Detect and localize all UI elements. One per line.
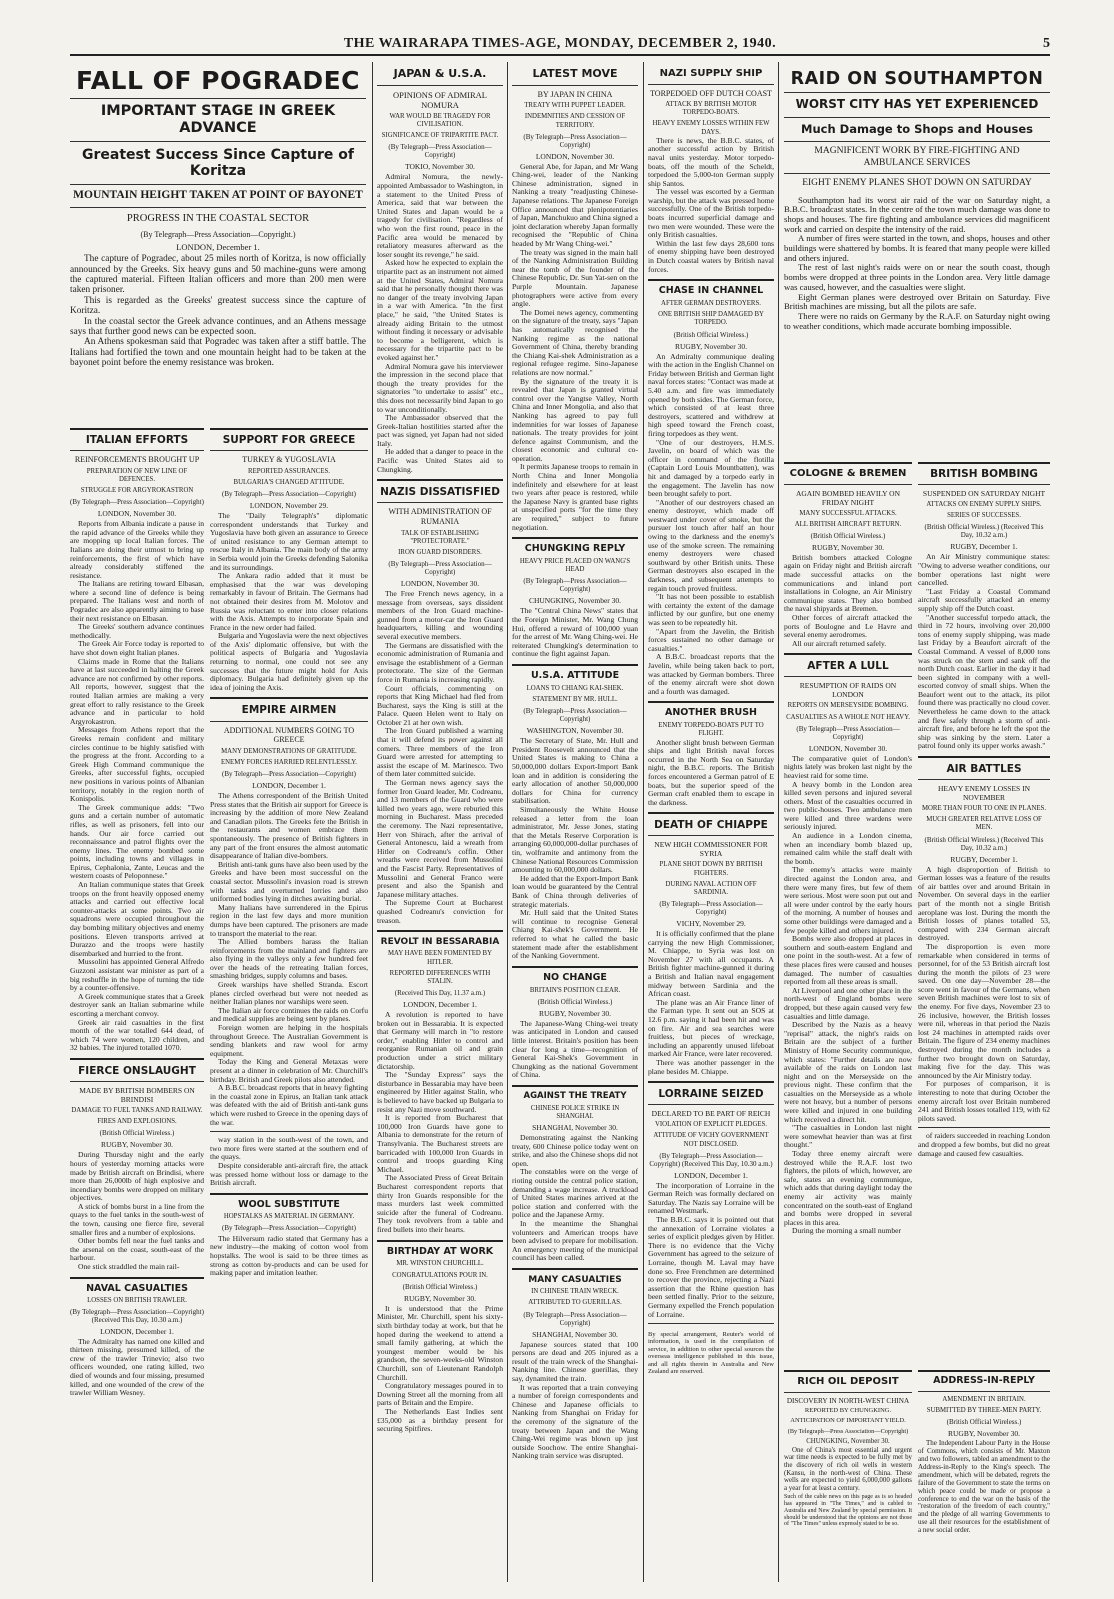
subheadline: WORST CITY HAS YET EXPERIENCED [795, 97, 1039, 112]
subheadline: SIGNIFICANCE OF TRIPARTITE PACT. [381, 132, 499, 140]
subheadline: HEAVY ENEMY LOSSES IN NOVEMBER [937, 784, 1031, 803]
paragraph: Asked how he expected to explain the tripartite pact as an instrument not aimed at the United States, Admiral Nomura said that he personally thought there was no danger of the treaty involving Japan in a war with America. "In the first place," he said, "the United States is already aiding Britain to the utmost without finding it necessary or advisable to become a belligerent, which is necessary for the tripartite pact to be evoked against her." [377, 258, 503, 362]
paragraph: An Italian communique states that Greek troops on the front heavily opposed enemy attacks and carried out effective local counter-attacks at some points. Two air squadrons were occupied throughout the day bombing military objectives and enemy positions. Eleven transports arrived at Durazzo and the troops were hastily disembarked and hurried to the front. [70, 880, 204, 958]
subheadline: HOPSTALKS AS MATERIAL IN GERMANY. [223, 1212, 355, 1220]
paragraph: A B.B.C. broadcast reports that the Javelin, while being taken back to port, was attacked by German bombers. Three of the enemy aircraft were shot down and a fourth was damaged. [648, 652, 774, 696]
subheadline: DECLARED TO BE PART OF REICH [651, 1109, 771, 1119]
subheadline: RESUMPTION OF RAIDS ON LONDON [799, 681, 897, 700]
paragraph: Described by the Nazis as a heavy "reprisal" attack, the night's raids on Britain are the subject of a further Ministry of Home Security communique, which states: "Further details are now available of the raids on London last night and on the Merseyside on the previous night. These confirm that the casualties on the Merseyside as a whole were not heavy, but a number of persons were killed and injured in one building which received a direct hit. [784, 1020, 912, 1124]
subheadline: DAMAGE TO FUEL TANKS AND RAILWAY. [71, 1107, 203, 1114]
paragraph: British anti-tank guns have also been used by the Greeks and have been most successful on the coastal sector. Mussolini's invasion road is strewn with tanks and overturned lorries and also uniformed bodies lying in ditches awaiting burial. [210, 859, 368, 904]
paragraph: There is news, the B.B.C. states, of another successful action by British naval units yesterday. Motor torpedo-boats, off the mouth of the Scheldt, torpedoed the 5,000-ton German supply ship Santos. [648, 135, 774, 188]
paragraph: The "Daily Telegraph's" diplomatic correspondent understands that Turkey and Yugoslavia have both given an assurance to Greece of united resistance to any German attempt to rescue Italy in Albania. The main body of the army in Serbia would join the Greeks defending Salonika and its surroundings. [210, 510, 368, 572]
paragraph: The rest of last night's raids were on or near the south coast, though bombs were dropped at three points in the London area. Very little damage was caused, however, and the casualties were slight. [784, 262, 1050, 292]
subheadline: MAY HAVE BEEN FOMENTED BY HITLER. [388, 950, 492, 966]
dateline: LONDON, December 1. [252, 781, 326, 790]
credit-line: (British Official Wireless.) (Received This Day, 10.32 a.m.) [924, 523, 1044, 540]
subheadline: VIOLATION OF EXPLICIT PLEDGES. [654, 1121, 768, 1129]
paragraph: The enemy's attacks were mainly directed against the London area, and there were many fires, but few of them were serious. Most were soon put out and all were under control by the early hours of the morning. A number of houses and some other buildings were damaged and a few people killed and others injured. [784, 865, 912, 935]
masthead [70, 36, 1050, 56]
dateline: RUGBY, November 30. [101, 1140, 173, 1150]
article-pogradec [70, 62, 366, 422]
credit-line: (By Telegraph—Press Association—Copyright) [388, 559, 492, 576]
dateline: CHUNGKING, November 30. [528, 596, 622, 606]
subheadline: HEAVY ENEMY LOSSES WITHIN FEW DAYS. [652, 120, 770, 136]
headline: U.S.A. ATTITUDE [530, 670, 620, 682]
subheadline: PLANE SHOT DOWN BY BRITISH FIGHTERS. [659, 861, 763, 877]
paragraph: The vessel was escorted by a German warship, but the attack was pressed home successfully. One of the British torpedo-boats incurred superficial damage and two men were wounded. These were the only British casualties. [648, 187, 774, 240]
subheadline: MOUNTAIN HEIGHT TAKEN AT POINT OF BAYONET [73, 188, 363, 201]
paragraph: The Italians are retiring toward Elbasan, where a second line of defence is being prepared. The Italians west and north of Pogradec are also apparently aiming to base their next resistance on Elbasan. [70, 579, 204, 623]
subheadline: BULGARIA'S CHANGED ATTITUDE. [233, 478, 345, 486]
paragraph: The Greek Air Force today is reported to have shot down eight Italian planes. [70, 639, 204, 658]
column-3 [377, 62, 503, 1582]
dateline: LONDON, November 30. [808, 743, 888, 753]
paragraph: A high disproportion of British to German losses was a feature of the results of air battles over and around Britain in November. On several days in the earlier part of the month not a single British aeroplane was lost. During the month the British losses of planes totalled 53, compared with 234 German aircraft destroyed. [918, 864, 1050, 943]
paragraph: "Another of our destroyers chased an enemy destroyer, which made off westward under cover of smoke, but the pursuer lost touch after half an hour owing to the darkness and the enemy's use of the smoke screen. The remaining enemy destroyers were chased southward by other British units. These German destroyers also escaped in the darkness, and subsequent attempts to regain touch proved fruitless. [648, 497, 774, 593]
paragraph: "Another successful torpedo attack, the third in 72 hours, involving over 20,000 tons of enemy supply shipping, was made last Friday by a Beaufort aircraft of the Coastal Command. A vessel of 8,000 tons was struck on the stern and sank off the north Dutch coast. Earlier in the day it had been sighted in company with a well-escorted convoy of small ships. When the Beaufort went out to the attack, its pilot found there was practically no cloud cover. Nevertheless he came down to the attack and flew safely through a storm of anti-aircraft fire, and before he left the spot the ship was sinking by the stern. Later a patrol found only its upper works awash." [918, 612, 1050, 751]
paragraph: He added that a danger to peace in the Pacific was United States aid to Chungking. [377, 447, 503, 474]
paragraph: The constables were on the verge of rioting outside the central police station, demanding a wage increase. A truckload of United States marines arrived at the police station and conferred with the police and the Japanese Army. [512, 1167, 638, 1220]
subheadline: TURKEY & YUGOSLAVIA [242, 455, 336, 465]
subheadline: TALK OF ESTABLISHING "PROTECTORATE." [401, 529, 479, 545]
paragraph: It is officially confirmed that the plane carrying the new High Commissioner, M. Chiappe, to Syria was lost on November 27 with all occupants. A British fighter machine-gunned it during a British and Italian naval engagement midway between Sardinia and the African coast. [648, 929, 774, 999]
paragraph: A stick of bombs burst in a line from the quays to the fuel tanks in the south-west of the town, causing one fierce fire, several smaller fires and a number of explosions. [70, 1201, 204, 1237]
subheadline: EIGHT ENEMY PLANES SHOT DOWN ON SATURDAY [802, 178, 1032, 189]
subheadline: IMPORTANT STAGE IN GREEK ADVANCE [100, 103, 336, 136]
paragraph: Court officials, commenting on reports that King Michael had fled from Bucharest, says the King is still at the Palace. Queen Helen went to Italy on October 21 at her own wish. [377, 683, 503, 727]
paragraph: The "Central China News" states that the Foreign Minister, Mr. Wang Chung Hui, offered a reward of 100,000 yuan for the arrest of Mr. Wang Ching-wei. He reiterated Chungking's determination to continue the fight against Japan. [512, 606, 638, 659]
paragraph: Greek air raid casualties in the first month of the war totalled 644 dead, of which 74 were women, 120 children, and 32 babies. The injured totalled 1070. [70, 1017, 204, 1053]
headline: FIERCE ONSLAUGHT [78, 1064, 196, 1077]
paragraph: The Ambassador observed that the Greek-Italian hostilities started after the pact was signed, yet Japan had not sided Italy. [377, 413, 503, 448]
paragraph: Mr. Hull said that the United States will continue to recognise General Chiang Kai-shek's Government. He referred to what he called the basic statement made after the establishment of the Nanking Government. [512, 908, 638, 961]
subheadline: AFTER GERMAN DESTROYERS. [661, 300, 761, 308]
subheadline: WAR WOULD BE TRAGEDY FOR CIVILISATION. [389, 113, 491, 129]
paragraph: One of China's most essential and urgent war time needs is expected to be fully met by the discovery of rich oil wells in western (Kansu, in the north-west of China. These wells are expected to yield 6,000,000 gallons a year for at least a century. [784, 1446, 912, 1492]
paragraph: Messages from Athens report that the Greeks remain confident and military circles continue to be highly satisfied with the progress at the front. According to a Greek High Command communique the Greeks, after successful fights, occupied new positions in various points of Albanian territory, notably in the region north of Konispolis. [70, 725, 204, 804]
headline: BRITISH BOMBING [930, 468, 1038, 480]
paragraph: There were no raids on Germany by the R.A.F. on Saturday night owing to weather conditions, which made accurate bombing impossible. [784, 311, 1050, 331]
paragraph: "Apart from the Javelin, the British forces sustained no other damage or casualties." [648, 626, 774, 653]
headline: AIR BATTLES [946, 763, 1022, 776]
paragraph: By the signature of the treaty it is revealed that Japan is granted virtual control over the Yangtse Valley, North China and Inner Mongolia, and also that Nanking has agreed to pay full indemnities for war losses of Japanese nationals. The treaty provides for joint defence against Communism, and the closest economic and cultural co-operation. [512, 376, 638, 463]
paragraph: The B.B.C. says it is pointed out that the annexation of Lorraine violates a series of explicit pledges given by Hitler. There is no evidence that the Vichy Government has agreed to the seizure of Lorraine, though M. Laval may have done so. Free Frenchmen are determined to recover the province, rejecting a Nazi assertion that the Rhine question has been settled finally. Prior to the seizure, Germany expelled the French population of Lorraine. [648, 1215, 774, 1319]
headline: ADDRESS-IN-REPLY [933, 1375, 1035, 1386]
subheadline: WITH ADMINISTRATION OF RUMANIA [388, 507, 492, 526]
subheadline: CHINESE POLICE STRIKE IN SHANGHAI. [530, 1104, 620, 1120]
paragraph: The Japanese-Wang Ching-wei treaty was anticipated in London and caused little interest. Britain's position has been clear for long a time—recognition of General Kai-Shek's Government in Chungking as the national Government of China. [512, 1018, 638, 1080]
subheadline: CASUALTIES AS A WHOLE NOT HEAVY. [786, 713, 910, 721]
headline: NAVAL CASUALTIES [86, 1282, 188, 1294]
subheadline: TORPEDOED OFF DUTCH COAST [650, 88, 772, 98]
headline: CHUNGKING REPLY [524, 543, 626, 555]
column-4 [512, 62, 638, 1582]
credit-line: (By Telegraph—Press Association—Copyright) [222, 489, 356, 498]
column-rule [372, 62, 373, 1582]
paragraph: The Associated Press of Great Britain Bucharest correspondent reports that thirty Iron Guards responsible for the mass murders last week committed suicide after the funeral of Codreanu. They took revolvers from a table and fired bullets into their hearts. [377, 1173, 503, 1234]
footnote: Such of the cable news on this page as is so headed has appeared in "The Times," and is cabled to Australia and New Zealand by special permission. It should be understood that the opinions are not those of "The Times" unless expressly stated to be so. [784, 1494, 912, 1528]
subheadline: BY JAPAN IN CHINA [537, 89, 613, 99]
paragraph: Today the King and General Metaxas were present at a dinner in celebration of Mr. Churchill's birthday. British and Greek pilots also attended. [210, 1057, 368, 1084]
subheadline: MANY DEMONSTRATIONS OF GRATITUDE. [221, 747, 357, 755]
subheadline: LOANS TO CHIANG KAI-SHEK. [526, 684, 624, 692]
paragraph: Bulgaria and Yugoslavia were the next objectives of the Axis' diplomatic offensive, but with the political aspects of Bulgaria and Yugoslavia returning to normal, one could not see any successes that the future might hold for Axis diplomacy. Bulgaria had definitely given up the idea of joining the Axis. [210, 631, 368, 692]
dateline: RUGBY, November 30. [675, 341, 747, 351]
credit-line: (By Telegraph—Press Association—Copyright) [659, 900, 763, 917]
paragraph: British bombers attacked Cologne again on Friday night and British aircraft made successful attacks on the communications and inland port installations in Cologne, an Air Ministry communique states. They also bombed the naval shipyards at Bremen. [784, 552, 912, 614]
column-right-b [918, 462, 1050, 1364]
headline: RICH OIL DEPOSIT [797, 1376, 899, 1387]
column-rule [778, 62, 779, 1582]
subheadline: OPINIONS OF ADMIRAL NOMURA [393, 89, 487, 110]
headline: AGAINST THE TREATY [523, 1090, 627, 1101]
headline: RAID ON SOUTHAMPTON [790, 69, 1044, 89]
paragraph: The capture of Pogradec, about 25 miles north of Koritza, is now officially announced by the Greeks. Six heavy guns and 50 machine-guns were among the captured material. Fifteen Italian officers and more than 200 men were taken prisoner. [70, 254, 366, 296]
paragraph: Within the last few days 28,600 tons of enemy shipping have been destroyed in Dutch coastal waters by British naval forces. [648, 238, 774, 274]
subheadline: ENEMY TORPEDO-BOATS PUT TO FLIGHT. [658, 722, 764, 738]
subheadline: DISCOVERY IN NORTH-WEST CHINA [786, 1396, 910, 1405]
credit-line: (British Official Wireless.) [810, 531, 886, 540]
column-left-b [210, 428, 368, 1585]
paragraph: Mussolini has appointed General Alfredo Guzzoni assistant war minister as part of a big reshuffle in the hope of turning the tide by a counter-offensive. [70, 957, 204, 993]
subheadline: REPORTED ASSURANCES. [248, 467, 330, 475]
dateline: LONDON, November 29. [249, 500, 329, 510]
credit-line: (By Telegraph—Press Association—Copyright) [70, 498, 204, 507]
credit-line: (By Telegraph—Press Association—Copyright) (Received This Day, 10.30 a.m.) [649, 1151, 773, 1168]
paragraph: Demonstrating against the Nanking treaty, 600 Chinese police today went on strike, and also the Chinese shops did not open. [512, 1133, 638, 1168]
paragraph: The Secretary of State, Mr. Hull and President Roosevelt announced that the United States is making to China a 50,000,000 dollars Export-Import Bank loan and in addition is considering the early allocation of another 50,000,000 dollars for China for currency stabilisation. [512, 736, 638, 806]
paragraph: The disproportion is even more remarkable when considered in terms of personnel, for of the 53 British aircraft lost during the month the pilots of 23 were saved. On one day—November 28—the score went in favour of the Germans, when seven British machines were lost to six of the enemy. For five days, November 23 to 26 inclusive, however, the British losses were nil, whereas in that period the Nazis lost 24 machines in attempted raids over Britain. The figure of 234 enemy machines destroyed during the month includes a further two brought down on Saturday, making five for the day. This was announced by the Air Ministry today. [918, 941, 1050, 1080]
paragraph: The Athens correspondent of the British United Press states that the British air support for Greece is increasing by the addition of more New Zealand and Canadian pilots. The Greeks fete the British in the restaurants and women embrace them spontaneously. The presence of British fighters in any part of the front ensures the almost automatic disappearance of Italian dive-bombers. [210, 791, 368, 861]
subheadline: MADE BY BRITISH BOMBERS ON BRINDISI [79, 1086, 195, 1104]
paragraph: Other bombs fell near the fuel tanks and the arsenal on the coast, south-east of the harbour. [70, 1236, 204, 1263]
headline: DEATH OF CHIAPPE [654, 819, 768, 832]
subheadline: AGAIN BOMBED HEAVILY ON FRIDAY NIGHT [795, 488, 901, 507]
dateline: LONDON, December 1. [100, 1326, 174, 1336]
dateline: RUGBY, November 30. [948, 1429, 1020, 1439]
article-address [918, 1370, 1050, 1584]
paragraph: "Last Friday a Coastal Command aircraft successfully attacked an enemy supply ship off the Dutch coast. [918, 586, 1050, 613]
paragraph: Reports from Albania indicate a pause in the rapid advance of the Greeks while they are mopping up local Italian forces. The Italians are doing their utmost to bring up reinforcements, the first of which have already considerably stiffened the resistance. [70, 519, 204, 580]
paragraph: A number of fires were started in the town, and shops, houses and other buildings were shattered by bombs. It is feared that many people were killed and others injured. [784, 233, 1050, 263]
dateline: SHANGHAI, November 30. [532, 1329, 618, 1339]
paragraph: The treaty was signed in the main hall of the Nanking Administration Building near the tomb of the founder of the Chinese Republic, Dr. Sun Yat-sen on the Purple Mountain. Japanese photographers were active from every angle. [512, 247, 638, 309]
subheadline: INDEMNITIES AND CESSION OF TERRITORY. [524, 113, 626, 129]
paragraph: He added that the Export-Import Bank loan would be guaranteed by the Central Bank of China through deliveries of strategic materials. [512, 873, 638, 909]
subheadline: Greatest Success Since Capture of Koritza [81, 146, 354, 179]
paragraph: A heavy bomb in the London area killed seven persons and injured several others. Most of the casualties occurred in two public-houses. Two ambulance men were killed and three wardens were seriously injured. [784, 779, 912, 832]
column-rule [643, 62, 644, 1582]
headline: EMPIRE AIRMEN [241, 704, 337, 717]
paragraph: The Netherlands East Indies sent £35,000 as a birthday present for securing Spitfires. [377, 1406, 503, 1434]
credit-line: (British Official Wireless.) [673, 330, 749, 339]
column-5 [648, 62, 774, 1582]
paragraph: Southampton had its worst air raid of the war on Saturday night, a B.B.C. broadcast states. In the centre of the town much damage was done to shops and houses. The fire fighting and ambulance services did magnificent work and carried on despite the intensity of the raid. [784, 194, 1050, 234]
paragraph: At Liverpool and one other place in the north-west of England bombs were dropped, but these again caused very few casualties and little damage. [784, 985, 912, 1021]
paragraph: An Admiralty communique dealing with the action in the English Channel on Friday between British and German light naval forces states: "Contact was made at 5.40 a.m. and fire was immediately opened by both sides. The German force, which consisted of at least three destroyers, scattered and withdrew at high speed toward the French coast, firing torpedoes as they went. [648, 351, 774, 438]
dateline: VICHY, November 29. [676, 919, 746, 929]
paragraph: The Independent Labour Party in the House of Commons, which consists of Mr. Maxton and two followers, tabled an amendment to the Address-in-Reply to the King's speech. The amendment, which will be debated, regrets the failure of the Government to state the terms on which peace could be made or propose a conference to end the war on the basis of the "restoration of the freedom of each country," and the pledge of all warring Governments to use all their resources for the establishment of a new social order. [918, 1439, 1050, 1535]
credit-line: (Received This Day, 11.37 a.m.) [394, 989, 486, 998]
subheadline: AMENDMENT IN BRITAIN. [942, 1395, 1026, 1403]
paragraph: Bombs were also dropped at places in southern and south-eastern England and one point in the south-west. At a few of these places fires were caused and houses damaged. The number of casualties reported from all these areas is small. [784, 934, 912, 987]
credit-line: (By Telegraph—Press Association—Copyright) [523, 132, 627, 149]
paragraph: An Air Ministry communique states: "Owing to adverse weather conditions, our bomber operations last night were cancelled. [918, 552, 1050, 588]
headline: NO CHANGE [543, 971, 607, 983]
subheadline: REPORTED BY CHUNGKING. [804, 1407, 892, 1415]
subheadline: SUSPENDED ON SATURDAY NIGHT [922, 489, 1046, 499]
paragraph: Admiral Nomura, the newly-appointed Ambassador to Washington, in a statement to the United Press of America, said that war between the United States and Japan would be a tragedy for civilisation. "Regardless of who won the first round, peace in the Pacific area would be menaced by retaliatory measures afterward as the loser sought its revenge," he said. [377, 172, 503, 259]
dateline: LONDON, November 30. [400, 578, 480, 588]
headline: FALL OF POGRADEC [75, 66, 361, 95]
paragraph: General Abe, for Japan, and Mr Wang Ching-wei, leader of the Nanking Chinese administration, signed in Nanking a treaty "readjusting Chinese-Japanese relations. The Japanese Foreign Office announced that plenipotentiaries of Japan, Manchukuo and China signed a joint declaration whereby Japan formally recognised the "Republic of China headed by Mr Wang Ching-wei." [512, 161, 638, 249]
paragraph: The plane was an Air France liner of the Farman type. It sent out an SOS at 12.6 p.m. saying it had been hit and was on fire. Air and sea searches were fruitless, but pieces of wreckage, including an apparently unused lifeboat marked Air France, were later recovered. [648, 997, 774, 1059]
credit-line: (British Official Wireless.) [99, 1129, 175, 1138]
dateline: RUGBY, November 30. [812, 542, 884, 552]
credit-line: (British Official Wireless.) (Received This Day, 10.32 a.m.) [924, 835, 1044, 852]
credit-line: (British Official Wireless.) [402, 1282, 478, 1291]
paragraph: It was reported that a train conveying a number of foreign correspondents and Chinese and Japanese officials to Nanking from Shanghai on Friday for the ceremony of the signature of the treaty between Japan and the Wang Ching-Wei regime was blown up just outside Soochow. The entire Shanghai-Nanking train service was disrupted. [512, 1382, 638, 1461]
paragraph: The Germans are dissatisfied with the economic administration of Rumania and envisage the establishment of a German protectorate. The size of the German force in Rumania is increasing rapidly. [377, 640, 503, 684]
paragraph: For purposes of comparison, it is interesting to note that during October the enemy aircraft lost over Britain numbered 241 and British losses totalled 119, with 62 pilots saved. [918, 1079, 1050, 1123]
headline: LATEST MOVE [532, 67, 618, 80]
paragraph: Congratulatory messages poured in to Downing Street all the morning from all parts of Britain and the Empire. [377, 1381, 503, 1408]
credit-line: (By Telegraph—Press Association—Copyright) [222, 770, 356, 778]
subheadline: REPORTED DIFFERENCES WITH STALIN. [389, 969, 491, 985]
credit-line: (British Official Wireless.) [537, 997, 613, 1006]
dateline: RUGBY, December 1. [950, 542, 1018, 552]
paragraph: There was another passenger in the plane besides M. Chiappe. [648, 1057, 774, 1076]
credit-line: (By Telegraph—Press Association—Copyright) [523, 577, 627, 594]
paragraph: All our aircraft returned safely. [792, 638, 887, 648]
paragraph: The Italian air force continues the raids on Corfu and medical supplies are being sent by planes. [210, 1005, 368, 1024]
paragraph: The "Sunday Express" says the disturbance in Bessarabia may have been engineered by Hitler against Stalin, who is believed to have backed up Bulgaria to resist any Nazi move southward. [377, 1070, 503, 1114]
headline: CHASE IN CHANNEL [658, 285, 764, 297]
column-rule [507, 62, 508, 1582]
paragraph: Simultaneously the White House released a letter from the loan administrator, Mr. Jesse Jones, stating that the Metals Reserve Corporation is arranging 60,000,000-dollar purchases of tin, wolframite and antimony from the Chinese National Resources Commission amounting to 60,000,000 dollars. [512, 805, 638, 875]
paragraph: This is regarded as the Greeks' greatest success since the capture of Koritza. [70, 295, 366, 317]
dateline: LONDON, November 30. [535, 151, 615, 161]
subheadline: PROGRESS IN THE COASTAL SECTOR [126, 212, 310, 224]
paragraph: It permits Japanese troops to remain in North China and Inner Mongolia indefinitely and elsewhere for at least two years after peace is restored, while the Japanese Navy is granted base rights at unspecified ports "for the time they are required," subject to future negotiation. [512, 462, 638, 532]
credit-line: (By Telegraph—Press Association—Copyright) [523, 707, 627, 724]
paragraph: The Hilversum radio stated that Germany has a new industry—the making of cotton wool from hopstalks. The wool is said to be three times as strong as cotton by-products and can be used for making paper and imitation leather. [210, 1233, 368, 1278]
dateline: WASHINGTON, November 30. [526, 726, 624, 736]
headline: REVOLT IN BESSARABIA [380, 937, 500, 948]
headline: ANOTHER BRUSH [665, 707, 757, 719]
dateline: RUGBY, November 30. [404, 1293, 476, 1303]
dateline: CHUNGKING, November 30. [806, 1437, 890, 1445]
subheadline: TREATY WITH PUPPET LEADER. [524, 102, 626, 110]
headline: JAPAN & U.S.A. [393, 67, 487, 80]
headline: NAZIS DISSATISFIED [380, 486, 500, 499]
paragraph: A revolution is reported to have broken out in Bessarabia. It is expected that Germany will march in "to restore order," enabling Hitler to control and reorganise Rumanian oil and grain production under a strict military dictatorship. [377, 1010, 503, 1071]
article-southampton [784, 62, 1050, 457]
subheadline: MAGNIFICENT WORK BY FIRE-FIGHTING AND AMBULANCE SERVICES [814, 146, 1020, 168]
paragraph: Eight German planes were destroyed over Britain on Saturday. Five British machines are missing, but all the pilots are safe. [784, 291, 1050, 312]
credit-line: (British Official Wireless.) [946, 1418, 1022, 1427]
subheadline: IN CHINESE TRAIN WRECK. [531, 1288, 619, 1296]
subheadline: STATEMENT BY MR. HULL. [532, 696, 618, 704]
headline: SUPPORT FOR GREECE [222, 434, 356, 446]
footnote: By special arrangement, Reuter's world of information, is used in the compilation of service, in addition to other special sources the overseas intelligence published in this issue, and all rights therein in Australia and New Zealand are reserved. [648, 1330, 774, 1376]
subheadline: BRITAIN'S POSITION CLEAR. [529, 986, 621, 994]
paragraph: Claims made in Rome that the Italians have at last succeeded in halting the Greek advance are not confirmed by other reports. All reports, however, suggest that the routed Italian armies are making a very great effort to rally resistance to the Greek advance and in particular to hold Argyrokastron. [70, 656, 204, 726]
headline: AFTER A LULL [807, 660, 889, 673]
paragraph: One stick straddled the main rail- [78, 1262, 180, 1272]
newspaper-title: THE WAIRARAPA TIMES-AGE, MONDAY, DECEMBER 2, 1940. [343, 36, 777, 51]
subheadline: ATTACK BY BRITISH MOTOR TORPEDO-BOATS. [665, 101, 757, 117]
credit-line: (By Telegraph—Press Association—Copyright) (Received This Day, 10.30 a.m.) [70, 1307, 204, 1324]
page-number: 5 [1043, 36, 1050, 51]
subheadline: ONE BRITISH SHIP DAMAGED BY TORPEDO. [658, 311, 764, 327]
paragraph: "It has not been possible to establish with certainty the extent of the damage inflicted by our gunfire, but one enemy was seen to be repeatedly hit. [648, 592, 774, 628]
paragraph: The incorporation of Lorraine in the German Reich was formally declared on Saturday. The Nazis say Lorraine will be renamed Westmark. [648, 1180, 774, 1216]
paragraph: A B.B.C. broadcast reports that in heavy fighting in the coastal zone in Epirus, an Italian tank attack was defeated with the aid of British anti-tank guns which were rushed to Greece in the opening days of the war. [210, 1083, 368, 1127]
subheadline: HEAVY PRICE PLACED ON WANG'S HEAD [519, 558, 631, 574]
paragraph: The Greek communique adds: "Two guns and a certain number of automatic rifles, as well as prisoners, fell into our hands. Our air force carried out reconnaissance and patrol flights over the enemy lines. The enemy bombed some points, including towns and villages in Epirus, Cephalonia, Zante, Leucas and the western coasts of Peloponnese." [70, 802, 204, 881]
headline: LORRAINE SEIZED [658, 1088, 764, 1101]
dateline: LONDON, December 1. [403, 1000, 477, 1010]
paragraph: An audience in a London cinema, when an incendiary bomb blazed up, remained calm while the staff dealt with the bomb. [784, 831, 912, 866]
credit-line: (By Telegraph—Press Association—Copyright) [523, 1310, 627, 1327]
credit-line: (By Telegraph—Press Association—Copyright) [388, 143, 492, 160]
subheadline: MR. WINSTON CHURCHILL. [396, 1260, 484, 1268]
paragraph: The Ankara radio added that it must be emphasised that the war was developing remarkably in favour of Britain. The Germans had not obtained their desires from M. Molotov and Russia was reluctant to enter into closer relations with the Axis. Attempts to incorporate Spain and France in the new order had failed. [210, 571, 368, 632]
subheadline: MORE THAN FOUR TO ONE IN PLANES. [921, 805, 1047, 813]
subheadline: NEW HIGH COMMISSIONER FOR SYRIA [654, 840, 768, 859]
subheadline: ATTRIBUTED TO GUERILLAS. [528, 1299, 622, 1307]
headline: COLOGNE & BREMEN [789, 468, 907, 479]
subheadline: ALL BRITISH AIRCRAFT RETURN. [794, 520, 902, 528]
subheadline: MUCH GREATER RELATIVE LOSS OF MEN. [926, 816, 1042, 832]
subheadline: ATTITUDE OF VICHY GOVERNMENT NOT DISCLOSED. [653, 1132, 769, 1148]
paragraph: Today three enemy aircraft were destroyed while the R.A.F. lost two fighters, the pilots of which, however, are safe, states an evening communique, which adds that during daylight today the enemy air activity was mainly concentrated on the south-east of England and bombs were dropped in several places in this area. [784, 1149, 912, 1227]
paragraph: The Greeks' southern advance continues methodically. [70, 622, 204, 640]
headline: MANY CASUALTIES [528, 1274, 622, 1285]
headline: BIRTHDAY AT WORK [386, 1245, 494, 1257]
subheadline: CONGRATULATIONS POUR IN. [392, 1271, 488, 1279]
subheadline: SUBMITTED BY THREE-MEN PARTY. [926, 1407, 1042, 1415]
credit-line: (By Telegraph—Press Association—Copyright) [796, 724, 900, 741]
subheadline: MANY SUCCESSFUL ATTACKS. [799, 509, 897, 517]
subheadline: ATTACKS ON ENEMY SUPPLY SHIPS. [926, 501, 1042, 509]
paragraph: The Free French news agency, in a message from overseas, says dissident members of the Iron Guard machine-gunned from a motor-car the Iron Guard headquarters, killing and wounding several executive members. [377, 588, 503, 641]
paragraph: The Supreme Court at Bucharest quashed Codreanu's conviction for treason. [377, 898, 503, 925]
subheadline: PREPARATION OF NEW LINE OF DEFENCES. [86, 467, 188, 483]
paragraph: It is understood that the Prime Minister, Mr. Churchill, spent his sixty-sixth birthday today at work, but that he hoped during the weekend to attend a small family gathering, at which the youngest member would be his grandson, the seven-weeks-old Winston Churchill, son of Lieutenant Randolph Churchill. [377, 1303, 503, 1382]
subheadline: IRON GUARD DISORDERS. [398, 548, 482, 556]
paragraph: "The casualties in London last night were somewhat heavier than was at first thought." [784, 1123, 912, 1150]
credit-line: (By Telegraph—Press Association—Copyright.) [140, 230, 296, 240]
subheadline: Much Damage to Shops and Houses [801, 122, 1033, 137]
dateline: LONDON, December 1. [674, 1170, 748, 1180]
dateline: RUGBY, November 30. [539, 1008, 611, 1018]
dateline: SHANGHAI, November 30. [532, 1123, 618, 1133]
paragraph: The Admiralty has named one killed and thirteen missing, presumed killed, of the crew of the trawler Trinevio; also two officers wounded, one rating killed, two died of wounds and four missing, presumed killed, and one wounded of the crew of the trawler William Wesney. [70, 1336, 204, 1398]
credit-line: (By Telegraph—Press Association—Copyright) [222, 1223, 356, 1232]
paragraph: In the coastal sector the Greek advance continues, and an Athens message says that further good news can be expected soon. [70, 316, 366, 338]
subheadline: DURING NAVAL ACTION OFF SARDINIA. [665, 880, 757, 896]
paragraph: The Iron Guard published a warning that it will defend its power against all comers. Three members of the Iron Guard were arrested for attempting to assist the escape of M. Marinesco. Two of them later committed suicide. [377, 726, 503, 779]
paragraph: The comparative quiet of London's nights lately was broken last night by the heaviest raid for some time. [784, 753, 912, 780]
paragraph: Despite considerable anti-aircraft fire, the attack was pressed home without loss or damage to the British aircraft. [210, 1160, 368, 1188]
dateline: LONDON, November 30. [97, 509, 177, 519]
paragraph: A Greek communique states that a Greek destroyer sank an Italian submarine while escorting a merchant convoy. [70, 991, 204, 1018]
subheadline: REINFORCEMENTS BROUGHT UP [74, 455, 200, 465]
article-oil [784, 1370, 912, 1584]
subheadline: ADDITIONAL NUMBERS GOING TO GREECE [223, 725, 355, 745]
paragraph: Foreign women are helping in the hospitals throughout Greece. The Australian Government is sending blankets and raw wool for army equipment. [210, 1023, 368, 1058]
column-left-a [70, 428, 204, 1585]
paragraph: In the meantime the Shanghai volunteers and American troops have been advised to prepare for mobilisation. An emergency meeting of the municipal council has been called. [512, 1218, 638, 1263]
paragraph: It is reported from Bucharest that 100,000 Iron Guards have gone to Albania to demonstrate for the return of Transylvania. The Bucharest streets are barricaded with 100,000 Iron Guards in control and troops guarding King Michael. [377, 1113, 503, 1174]
paragraph: of raiders succeeded in reaching London and dropped a few bombs, but did no great damage and caused few casualties. [918, 1131, 1050, 1158]
headline: ITALIAN EFFORTS [85, 434, 189, 446]
subheadline: REPORTS ON MERSEYSIDE BOMBING. [787, 702, 909, 710]
paragraph: During Thursday night and the early hours of yesterday morning attacks were made by British aircraft on Brindisi, where more than 26,000lb of high explosive and incendiary bombs were dropped on military objectives. [70, 1150, 204, 1203]
dateline: RUGBY, December 1. [950, 854, 1018, 864]
dateline: LONDON, December 1. [176, 242, 260, 253]
subheadline: LOSSES ON BRITISH TRAWLER. [87, 1296, 187, 1304]
paragraph: The Domei news agency, commenting on the signature of the treaty, says "Japan has automatically recognised the Nanking regime as the national Government of China, thereby branding the Chiang Kai-shek Administration as a regional refugee regime. Sino-Japanese relations are now normal." [512, 307, 638, 377]
dateline: TOKIO, November 30. [405, 162, 475, 172]
paragraph: Greek warships have shelled Stranda. Escort planes circled overhead but were not needed as neither Italian planes nor warships were seen. [210, 980, 368, 1007]
paragraph: Japanese sources stated that 100 persons are dead and 205 injured as a result of the train wreck of the Shanghai-Nanking line. Chinese guerillas, they say, dynamited the train. [512, 1339, 638, 1383]
paragraph: The Allied bombers harass the Italian reinforcements from the mainland and fighters are also flying in the valleys only a few hundred feet over the heads of the retreating Italian forces, smashing bridges, supply columns and bases. [210, 937, 368, 981]
paragraph: An Athens spokesman said that Pogradec was taken after a stiff battle. The Italians had fortified the town and one mountain height had to be taken at the bayonet point before the enemy resistance was broken. [70, 337, 366, 369]
subheadline: STRUGGLE FOR ARGYROKASTRON [80, 486, 194, 494]
headline: NAZI SUPPLY SHIP [659, 68, 763, 79]
paragraph: The German news agency says the former Iron Guard leader, Mr. Codreanu, and 13 members of the Guard who were killed two years ago, were reburied this morning in Bucharest. Mass preceded the ceremony. The Nazi representative, Herr von Shirach, after the arrival of General Antonescu, laid a wreath from Hitler on Codreanu's coffin. Other wreaths were received from Mussolini and the Fascist Party. Representatives of Mussolini and General Franco were present and also the Spanish and Japanese military attaches. [377, 778, 503, 899]
subheadline: ENEMY FORCES HARRIED RELENTLESSLY. [220, 758, 358, 766]
paragraph: Other forces of aircraft attacked the ports of Boulogne and Le Havre and several enemy aerodromes. [784, 612, 912, 640]
subheadline: FIRES AND EXPLOSIONS. [97, 1118, 177, 1126]
paragraph: During the morning a small number [792, 1226, 902, 1236]
subheadline: SERIES OF SUCCESSES. [947, 512, 1021, 520]
credit-line: (By Telegraph—Press Association—Copyright) [787, 1427, 909, 1435]
subheadline: ANTICIPATION OF IMPORTANT YIELD. [790, 1416, 906, 1424]
paragraph: Admiral Nomura gave his interviewer the impression in the second place that though the treaty provides for the signatories "to undertake to assist" etc., this does not necessarily bind Japan to go to war unconditionally. [377, 361, 503, 414]
headline: WOOL SUBSTITUTE [238, 1198, 340, 1210]
paragraph: way station in the south-west of the town, and two more fires were started at the southern end of the quays. [210, 1135, 368, 1162]
paragraph: "One of our destroyers, H.M.S. Javelin, on board of which was the officer in command of the flotilla (Captain Lord Louis Mountbatten), was hit and damaged by a torpedo early in the engagement. The Javelin has now been brought safely to port. [648, 437, 774, 499]
paragraph: Another slight brush between German ships and light British naval forces occurred in the North Sea on Saturday night, the B.B.C. reports. The British forces encountered a German patrol of E boats, but the superior speed of the German craft enabled them to escape in the darkness. [648, 737, 774, 807]
paragraph: Many Italians have surrendered in the Epirus region in the last few days and more munition dumps have been captured. The prisoners are made to transport the material to the rear. [210, 902, 368, 938]
